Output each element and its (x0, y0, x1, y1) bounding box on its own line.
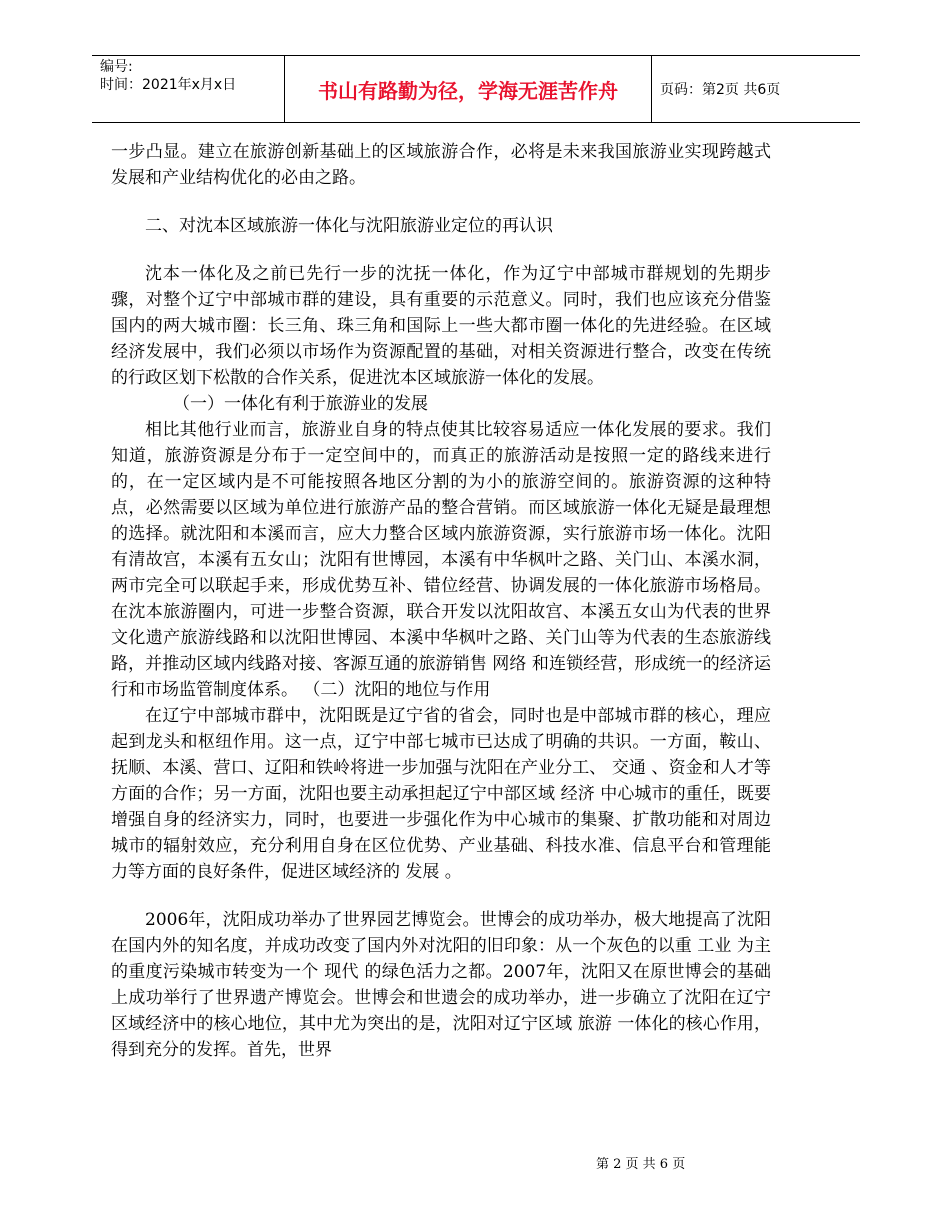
subsection-heading-1: （一）一体化有利于旅游业的发展 (173, 394, 428, 414)
page-footer: 第 2 页 共 6 页 (596, 1157, 686, 1172)
section-heading-2: 二、对沈本区域旅游一体化与沈阳旅游业定位的再认识 (145, 216, 553, 236)
paragraph-continuation: 一步凸显。建立在旅游创新基础上的区域旅游合作，必将是未来我国旅游业实现跨越式发展和产业结构优化的必由之路。 (111, 142, 771, 188)
number-label: 编号: (100, 59, 133, 75)
paragraph: 沈本一体化及之前已先行一步的沈抚一体化，作为辽宁中部城市群规划的先期步骤，对整个辽宁中部城市群的建设，具有重要的示范意义。同时，我们也应该充分借鉴国内的两大城市圈：长三角、珠三角和国际上一些大都市圈一体化的先进经验。在区域经济发展中，我们必须以市场作为资源配置的基础，对相关资源进行整合，改变在传统的行政区划下松散的合作关系，促进沈本区域旅游一体化的发展。 (111, 264, 771, 388)
paragraph: 在辽宁中部城市群中，沈阳既是辽宁省的省会，同时也是中部城市群的核心，理应起到龙头和枢纽作用。这一点，辽宁中部七城市已达成了明确的共识。一方面，鞍山、抚顺、本溪、营口、辽阳和铁岭将进一步加强与沈阳在产业分工、 交通 、资金和人才等方面的合作；另一方面，沈阳也要主动承担起辽宁中部区域 经济 中心城市的重任，既要增强自身的经济实力，同时，也要进一步强化作为中心城市的集聚、扩散功能和对周边城市的辐射效应，充分利用自身在区位优势、产业基础、科技水准、信息平台和管理能力等方面的良好条件，促进区域经济的 发展 。 (111, 706, 771, 882)
time-label: 时间：2021年x月x日 (100, 77, 237, 93)
document-body (111, 139, 771, 1063)
page-header (92, 55, 860, 123)
header-page-label: 页码：第2页 共6页 (660, 82, 781, 98)
paragraph: 相比其他行业而言，旅游业自身的特点使其比较容易适应一体化发展的要求。我们知道，旅游资源是分布于一定空间中的，而真正的旅游活动是按照一定的路线来进行的，在一定区域内是不可能按照各地区分割的为小的旅游空间的。旅游资源的这种特点，必然需要以区域为单位进行旅游产品的整合营销。而区域旅游一体化无疑是最理想的选择。就沈阳和本溪而言，应大力整合区域内旅游资源，实行旅游市场一体化。沈阳有清故宫，本溪有五女山；沈阳有世博园，本溪有中华枫叶之路、关门山、本溪水洞，两市完全可以联起手来，形成优势互补、错位经营、协调发展的一体化旅游市场格局。在沈本旅游圈内，可进一步整合资源，联合开发以沈阳故宫、本溪五女山为代表的世界文化遗产旅游线路和以沈阳世博园、本溪中华枫叶之路、关门山等为代表的生态旅游线路，并推动区域内线路对接、客源互通的旅游销售 网络 和连锁经营，形成统一的经济运行和市场监管制度体系。 （二）沈阳的地位与作用 (111, 420, 771, 700)
header-motto: 书山有路勤为径，学海无涯苦作舟 (285, 56, 652, 122)
paragraph: 2006年，沈阳成功举办了世界园艺博览会。世博会的成功举办，极大地提高了沈阳在国内外的知名度，并成功改变了国内外对沈阳的旧印象：从一个灰色的以重 工业 为主的重度污染城市转变为一个 现代 的绿色活力之都。2007年，沈阳又在原世博会的基础上成功举行了世界遗产博览会。世博会和世遗会的成功举办，进一步确立了沈阳在辽宁区域经济中的核心地位，其中尤为突出的是，沈阳对辽宁区域 旅游 一体化的核心作用，得到充分的发挥。首先，世界 (111, 910, 771, 1060)
header-meta (92, 56, 285, 122)
